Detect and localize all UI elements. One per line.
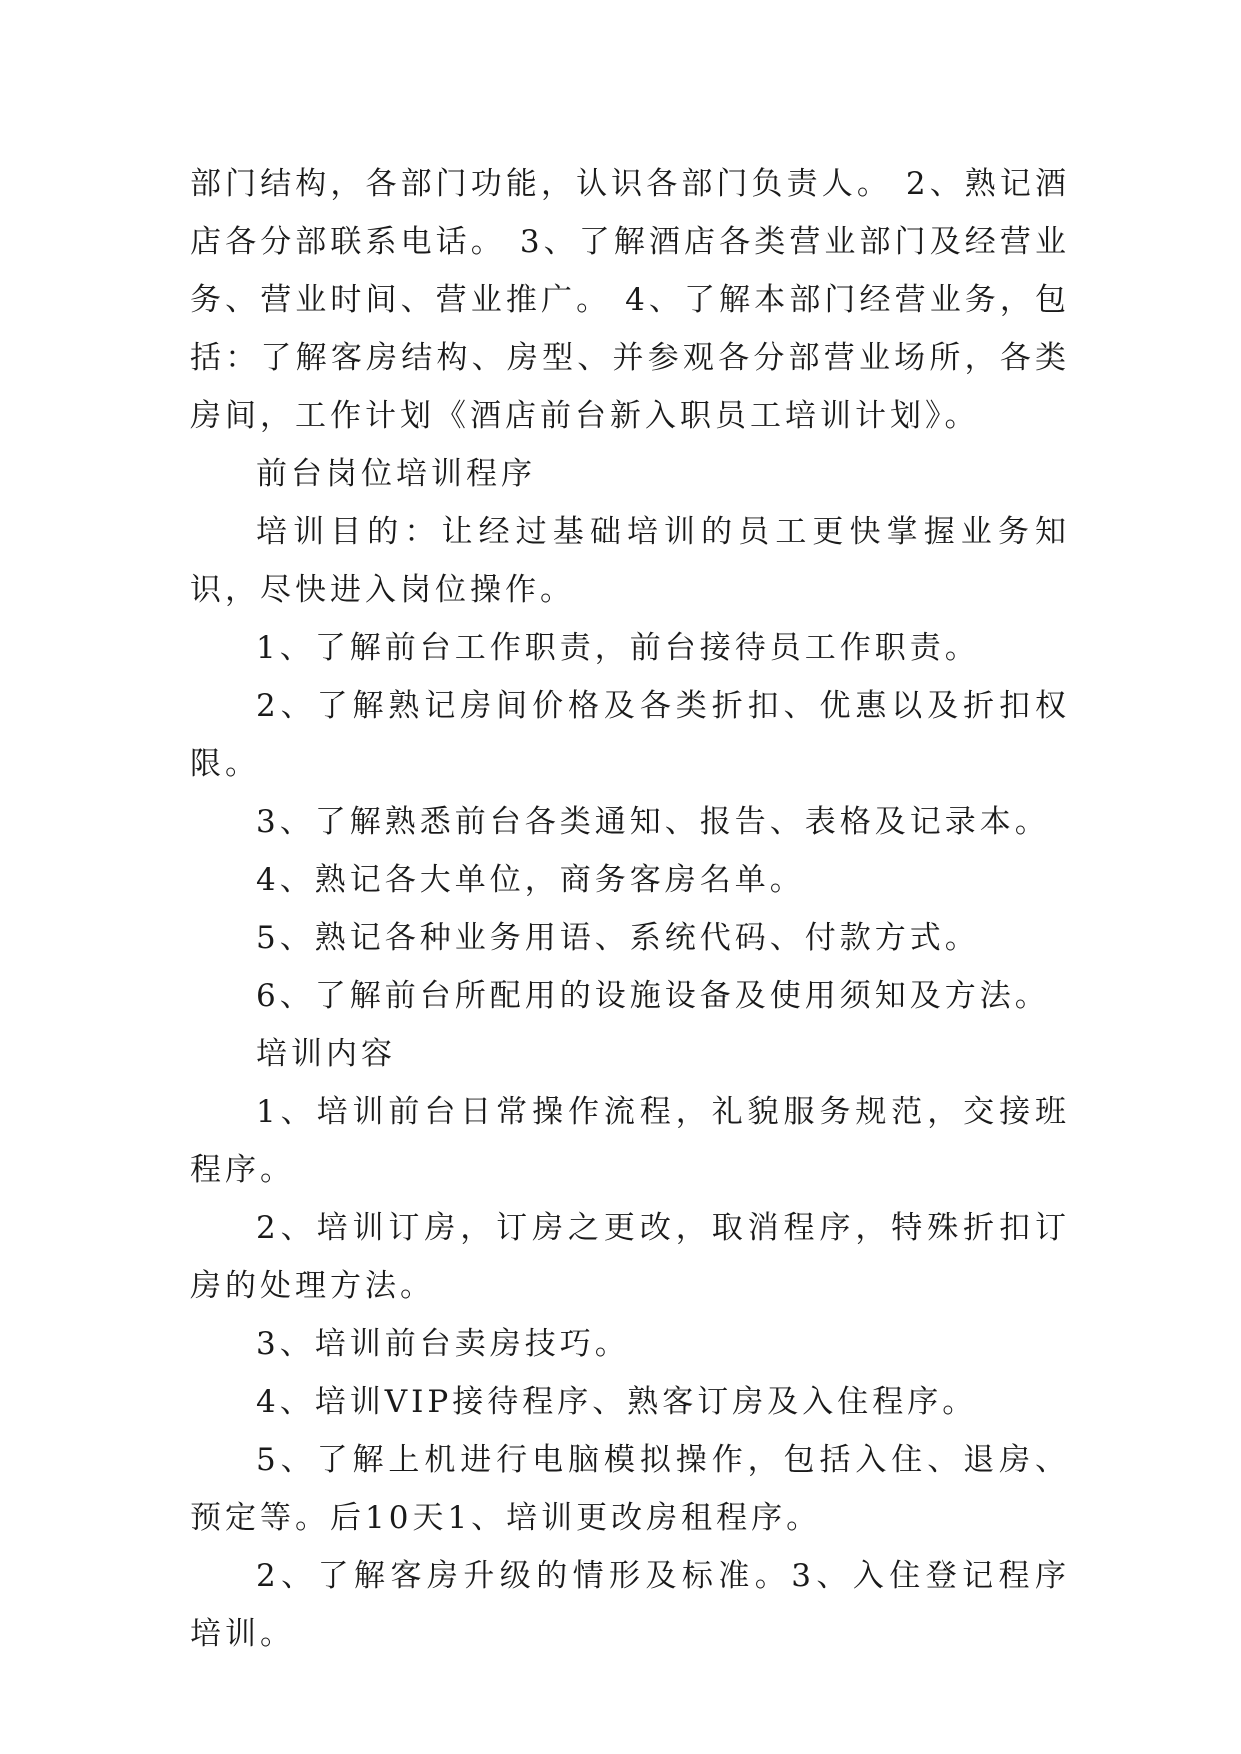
list-item-content-6: 2、了解客房升级的情形及标准。3、入住登记程序培训。 [190, 1558, 1070, 1652]
list-item-goal-1: 1、了解前台工作职责，前台接待员工作职责。 [256, 630, 980, 666]
paragraph-training-goal: 培训目的：让经过基础培训的员工更快掌握业务知识，尽快进入岗位操作。 [190, 514, 1070, 608]
list-item-content-2: 2、培训订房，订房之更改，取消程序，特殊折扣订房的处理方法。 [190, 1210, 1070, 1304]
list-item-goal-6: 6、了解前台所配用的设施设备及使用须知及方法。 [256, 978, 1050, 1014]
section-heading-training-content: 培训内容 [256, 1036, 396, 1072]
list-item-goal-5: 5、熟记各种业务用语、系统代码、付款方式。 [256, 920, 980, 956]
list-item-goal-3: 3、了解熟悉前台各类通知、报告、表格及记录本。 [256, 804, 1050, 840]
list-item-content-1: 1、培训前台日常操作流程，礼貌服务规范，交接班程序。 [190, 1094, 1070, 1188]
list-item-content-5: 5、了解上机进行电脑模拟操作，包括入住、退房、预定等。后10天1、培训更改房租程序。 [190, 1442, 1070, 1536]
list-item-goal-2: 2、了解熟记房间价格及各类折扣、优惠以及折扣权限。 [190, 688, 1070, 782]
paragraph-1: 部门结构，各部门功能，认识各部门负责人。 2、熟记酒店各分部联系电话。 3、了解酒店各类营业部门及经营业务、营业时间、营业推广。 4、了解本部门经营业务，包括：了解客房结构、房型、并参观各分部营业场所，各类房间，工作计划《酒店前台新入职员工培训计划》。 [190, 166, 1070, 434]
section-heading-training-procedure: 前台岗位培训程序 [256, 456, 536, 492]
document-page [190, 155, 1070, 1663]
list-item-goal-4: 4、熟记各大单位，商务客房名单。 [256, 862, 805, 898]
list-item-content-4: 4、培训VIP接待程序、熟客订房及入住程序。 [256, 1384, 978, 1420]
list-item-content-3: 3、培训前台卖房技巧。 [256, 1326, 630, 1362]
